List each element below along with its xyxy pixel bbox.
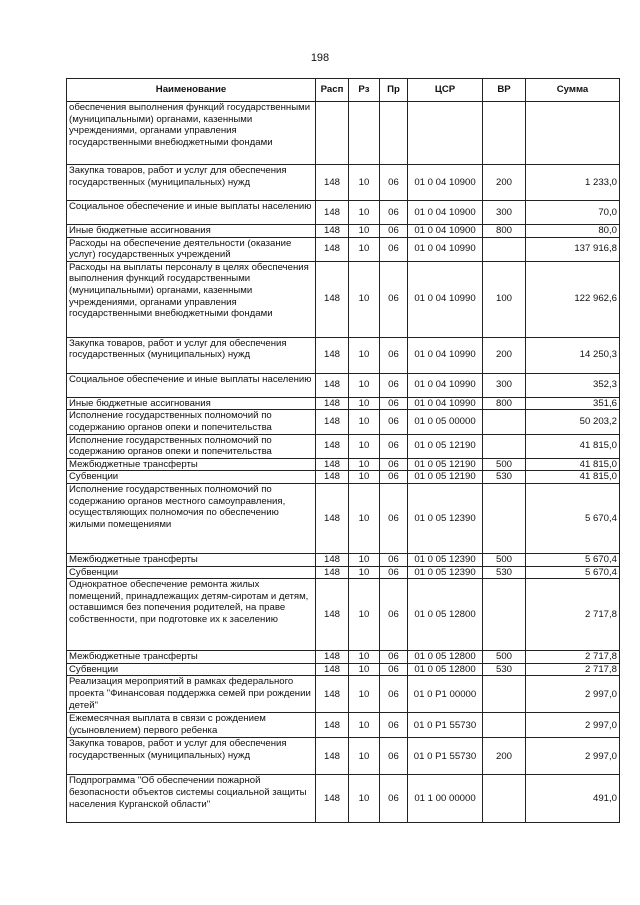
row-name: Межбюджетные трансферты bbox=[67, 553, 316, 566]
row-name: Исполнение государственных полномочий по содержанию органов опеки и попечительства bbox=[67, 434, 316, 458]
page-number: 198 bbox=[310, 52, 330, 64]
row-rasp: 148 bbox=[316, 775, 349, 823]
row-csr: 01 0 04 10990 bbox=[408, 261, 483, 337]
row-pr: 06 bbox=[380, 261, 408, 337]
row-pr: 06 bbox=[380, 397, 408, 410]
table-header-row bbox=[67, 79, 620, 102]
row-rz: 10 bbox=[349, 553, 380, 566]
row-pr: 06 bbox=[380, 483, 408, 553]
row-csr: 01 0 P1 55730 bbox=[408, 713, 483, 738]
table-row bbox=[67, 553, 620, 566]
row-pr: 06 bbox=[380, 676, 408, 713]
row-vr bbox=[483, 434, 526, 458]
row-rz: 10 bbox=[349, 261, 380, 337]
row-rz: 10 bbox=[349, 738, 380, 775]
table-row bbox=[67, 458, 620, 471]
row-vr: 300 bbox=[483, 201, 526, 225]
row-vr: 100 bbox=[483, 261, 526, 337]
row-csr: 01 0 05 12190 bbox=[408, 458, 483, 471]
row-sum: 41 815,0 bbox=[526, 434, 620, 458]
budget-table bbox=[66, 78, 620, 823]
row-csr: 01 0 04 10990 bbox=[408, 237, 483, 261]
row-vr bbox=[483, 775, 526, 823]
row-csr: 01 1 00 00000 bbox=[408, 775, 483, 823]
table-row bbox=[67, 483, 620, 553]
row-sum: 2 997,0 bbox=[526, 676, 620, 713]
row-vr bbox=[483, 676, 526, 713]
row-rasp: 148 bbox=[316, 553, 349, 566]
row-sum: 122 962,6 bbox=[526, 261, 620, 337]
row-csr: 01 0 04 10900 bbox=[408, 201, 483, 225]
row-csr: 01 0 05 12190 bbox=[408, 471, 483, 484]
row-name: Иные бюджетные ассигнования bbox=[67, 225, 316, 238]
row-csr: 01 0 05 12390 bbox=[408, 553, 483, 566]
table-row bbox=[67, 775, 620, 823]
row-rz: 10 bbox=[349, 397, 380, 410]
row-rz: 10 bbox=[349, 651, 380, 664]
row-name: Межбюджетные трансферты bbox=[67, 458, 316, 471]
row-pr: 06 bbox=[380, 337, 408, 373]
row-pr: 06 bbox=[380, 713, 408, 738]
row-rz: 10 bbox=[349, 676, 380, 713]
row-rasp: 148 bbox=[316, 566, 349, 579]
row-rz bbox=[349, 102, 380, 165]
row-rz: 10 bbox=[349, 579, 380, 651]
row-rasp: 148 bbox=[316, 713, 349, 738]
table-row bbox=[67, 651, 620, 664]
row-sum: 14 250,3 bbox=[526, 337, 620, 373]
row-sum: 2 997,0 bbox=[526, 738, 620, 775]
row-vr bbox=[483, 713, 526, 738]
row-name: Субвенции bbox=[67, 471, 316, 484]
header-rasp: Расп bbox=[316, 79, 349, 102]
row-rasp: 148 bbox=[316, 410, 349, 434]
row-vr bbox=[483, 237, 526, 261]
row-pr: 06 bbox=[380, 201, 408, 225]
table-row bbox=[67, 102, 620, 165]
row-sum: 2 717,8 bbox=[526, 663, 620, 676]
table-row bbox=[67, 566, 620, 579]
row-pr: 06 bbox=[380, 566, 408, 579]
row-pr: 06 bbox=[380, 553, 408, 566]
row-vr: 200 bbox=[483, 337, 526, 373]
row-name: Субвенции bbox=[67, 663, 316, 676]
row-rasp: 148 bbox=[316, 201, 349, 225]
table-row bbox=[67, 165, 620, 201]
row-rasp: 148 bbox=[316, 651, 349, 664]
row-name: Закупка товаров, работ и услуг для обеспечения государственных (муниципальных) нужд bbox=[67, 165, 316, 201]
row-vr: 500 bbox=[483, 458, 526, 471]
row-csr: 01 0 05 12800 bbox=[408, 579, 483, 651]
row-vr: 200 bbox=[483, 738, 526, 775]
header-sum: Сумма bbox=[526, 79, 620, 102]
table-row bbox=[67, 579, 620, 651]
row-sum: 5 670,4 bbox=[526, 566, 620, 579]
row-rasp: 148 bbox=[316, 237, 349, 261]
row-csr: 01 0 05 12390 bbox=[408, 483, 483, 553]
row-pr: 06 bbox=[380, 663, 408, 676]
header-rz: Рз bbox=[349, 79, 380, 102]
row-name: обеспечения выполнения функций государственными (муниципальными) органами, казенными учреждениями, органами управления государственными внебюджетными фондами bbox=[67, 102, 316, 165]
row-name: Социальное обеспечение и иные выплаты населению bbox=[67, 201, 316, 225]
table-row bbox=[67, 676, 620, 713]
row-sum: 50 203,2 bbox=[526, 410, 620, 434]
table-body bbox=[67, 102, 620, 823]
row-vr bbox=[483, 102, 526, 165]
row-sum: 2 717,8 bbox=[526, 651, 620, 664]
row-name: Однократное обеспечение ремонта жилых помещений, принадлежащих детям-сиротам и детям, оставшимся без попечения родителей, на праве собственности, при подготовке их к заселению bbox=[67, 579, 316, 651]
table-row bbox=[67, 373, 620, 397]
row-rz: 10 bbox=[349, 410, 380, 434]
row-name: Иные бюджетные ассигнования bbox=[67, 397, 316, 410]
row-vr bbox=[483, 579, 526, 651]
row-rasp: 148 bbox=[316, 458, 349, 471]
row-rasp: 148 bbox=[316, 165, 349, 201]
row-sum: 5 670,4 bbox=[526, 553, 620, 566]
row-rz: 10 bbox=[349, 566, 380, 579]
row-rasp: 148 bbox=[316, 676, 349, 713]
row-rz: 10 bbox=[349, 373, 380, 397]
table-row bbox=[67, 410, 620, 434]
row-rasp bbox=[316, 102, 349, 165]
row-vr: 530 bbox=[483, 566, 526, 579]
row-vr: 300 bbox=[483, 373, 526, 397]
row-name: Реализация мероприятий в рамках федерального проекта "Финансовая поддержка семей при рождении детей" bbox=[67, 676, 316, 713]
row-vr bbox=[483, 410, 526, 434]
row-vr: 530 bbox=[483, 663, 526, 676]
row-vr: 800 bbox=[483, 225, 526, 238]
row-csr bbox=[408, 102, 483, 165]
row-csr: 01 0 05 12190 bbox=[408, 434, 483, 458]
row-rz: 10 bbox=[349, 434, 380, 458]
row-rasp: 148 bbox=[316, 373, 349, 397]
row-sum bbox=[526, 102, 620, 165]
table-row bbox=[67, 738, 620, 775]
row-vr: 500 bbox=[483, 553, 526, 566]
table-row bbox=[67, 337, 620, 373]
row-pr: 06 bbox=[380, 434, 408, 458]
row-name: Межбюджетные трансферты bbox=[67, 651, 316, 664]
row-sum: 2 717,8 bbox=[526, 579, 620, 651]
row-csr: 01 0 05 12800 bbox=[408, 663, 483, 676]
row-sum: 41 815,0 bbox=[526, 471, 620, 484]
table-row bbox=[67, 663, 620, 676]
row-rasp: 148 bbox=[316, 434, 349, 458]
row-csr: 01 0 P1 55730 bbox=[408, 738, 483, 775]
row-csr: 01 0 05 00000 bbox=[408, 410, 483, 434]
row-name: Расходы на выплаты персоналу в целях обеспечения выполнения функций государственными (муниципальными) органами, казенными учреждениями, органами управления государственными внебюджетными фондами bbox=[67, 261, 316, 337]
row-rz: 10 bbox=[349, 237, 380, 261]
row-rasp: 148 bbox=[316, 483, 349, 553]
row-rz: 10 bbox=[349, 458, 380, 471]
row-sum: 2 997,0 bbox=[526, 713, 620, 738]
row-csr: 01 0 05 12390 bbox=[408, 566, 483, 579]
row-vr: 500 bbox=[483, 651, 526, 664]
row-rz: 10 bbox=[349, 483, 380, 553]
row-rasp: 148 bbox=[316, 738, 349, 775]
row-sum: 70,0 bbox=[526, 201, 620, 225]
row-name: Исполнение государственных полномочий по содержанию органов местного самоуправления, осуществляющих полномочия по обеспечению жилыми помещениями bbox=[67, 483, 316, 553]
row-name: Социальное обеспечение и иные выплаты населению bbox=[67, 373, 316, 397]
row-csr: 01 0 04 10900 bbox=[408, 165, 483, 201]
table-row bbox=[67, 225, 620, 238]
row-rz: 10 bbox=[349, 471, 380, 484]
row-sum: 352,3 bbox=[526, 373, 620, 397]
table-row bbox=[67, 397, 620, 410]
row-sum: 351,6 bbox=[526, 397, 620, 410]
row-sum: 1 233,0 bbox=[526, 165, 620, 201]
row-pr: 06 bbox=[380, 225, 408, 238]
row-csr: 01 0 05 12800 bbox=[408, 651, 483, 664]
row-name: Расходы на обеспечение деятельности (оказание услуг) государственных учреждений bbox=[67, 237, 316, 261]
row-pr: 06 bbox=[380, 237, 408, 261]
row-name: Ежемесячная выплата в связи с рождением (усыновлением) первого ребенка bbox=[67, 713, 316, 738]
row-rasp: 148 bbox=[316, 337, 349, 373]
row-rz: 10 bbox=[349, 663, 380, 676]
row-rasp: 148 bbox=[316, 397, 349, 410]
row-rasp: 148 bbox=[316, 225, 349, 238]
row-pr: 06 bbox=[380, 579, 408, 651]
row-vr: 800 bbox=[483, 397, 526, 410]
row-csr: 01 0 P1 00000 bbox=[408, 676, 483, 713]
row-pr: 06 bbox=[380, 738, 408, 775]
row-rz: 10 bbox=[349, 775, 380, 823]
row-pr: 06 bbox=[380, 373, 408, 397]
row-sum: 491,0 bbox=[526, 775, 620, 823]
table-row bbox=[67, 713, 620, 738]
row-rz: 10 bbox=[349, 225, 380, 238]
row-rasp: 148 bbox=[316, 663, 349, 676]
row-pr: 06 bbox=[380, 471, 408, 484]
header-pr: Пр bbox=[380, 79, 408, 102]
row-rz: 10 bbox=[349, 713, 380, 738]
row-rasp: 148 bbox=[316, 471, 349, 484]
row-csr: 01 0 04 10900 bbox=[408, 225, 483, 238]
row-csr: 01 0 04 10990 bbox=[408, 397, 483, 410]
row-vr bbox=[483, 483, 526, 553]
row-name: Закупка товаров, работ и услуг для обеспечения государственных (муниципальных) нужд bbox=[67, 738, 316, 775]
row-pr: 06 bbox=[380, 775, 408, 823]
row-name: Подпрограмма "Об обеспечении пожарной безопасности объектов системы социальной защиты населения Курганской области" bbox=[67, 775, 316, 823]
header-vr: ВР bbox=[483, 79, 526, 102]
table-row bbox=[67, 201, 620, 225]
row-rz: 10 bbox=[349, 337, 380, 373]
row-name: Исполнение государственных полномочий по содержанию органов опеки и попечительства bbox=[67, 410, 316, 434]
row-pr: 06 bbox=[380, 410, 408, 434]
row-pr: 06 bbox=[380, 651, 408, 664]
table-row bbox=[67, 261, 620, 337]
row-sum: 137 916,8 bbox=[526, 237, 620, 261]
header-csr: ЦСР bbox=[408, 79, 483, 102]
row-pr: 06 bbox=[380, 458, 408, 471]
row-name: Закупка товаров, работ и услуг для обеспечения государственных (муниципальных) нужд bbox=[67, 337, 316, 373]
row-name: Субвенции bbox=[67, 566, 316, 579]
table-row bbox=[67, 237, 620, 261]
row-csr: 01 0 04 10990 bbox=[408, 337, 483, 373]
row-sum: 80,0 bbox=[526, 225, 620, 238]
row-pr bbox=[380, 102, 408, 165]
table-row bbox=[67, 434, 620, 458]
row-vr: 200 bbox=[483, 165, 526, 201]
row-sum: 5 670,4 bbox=[526, 483, 620, 553]
row-rz: 10 bbox=[349, 165, 380, 201]
row-pr: 06 bbox=[380, 165, 408, 201]
row-rasp: 148 bbox=[316, 579, 349, 651]
row-sum: 41 815,0 bbox=[526, 458, 620, 471]
table-row bbox=[67, 471, 620, 484]
row-vr: 530 bbox=[483, 471, 526, 484]
row-rasp: 148 bbox=[316, 261, 349, 337]
row-csr: 01 0 04 10990 bbox=[408, 373, 483, 397]
header-name: Наименование bbox=[67, 79, 316, 102]
row-rz: 10 bbox=[349, 201, 380, 225]
